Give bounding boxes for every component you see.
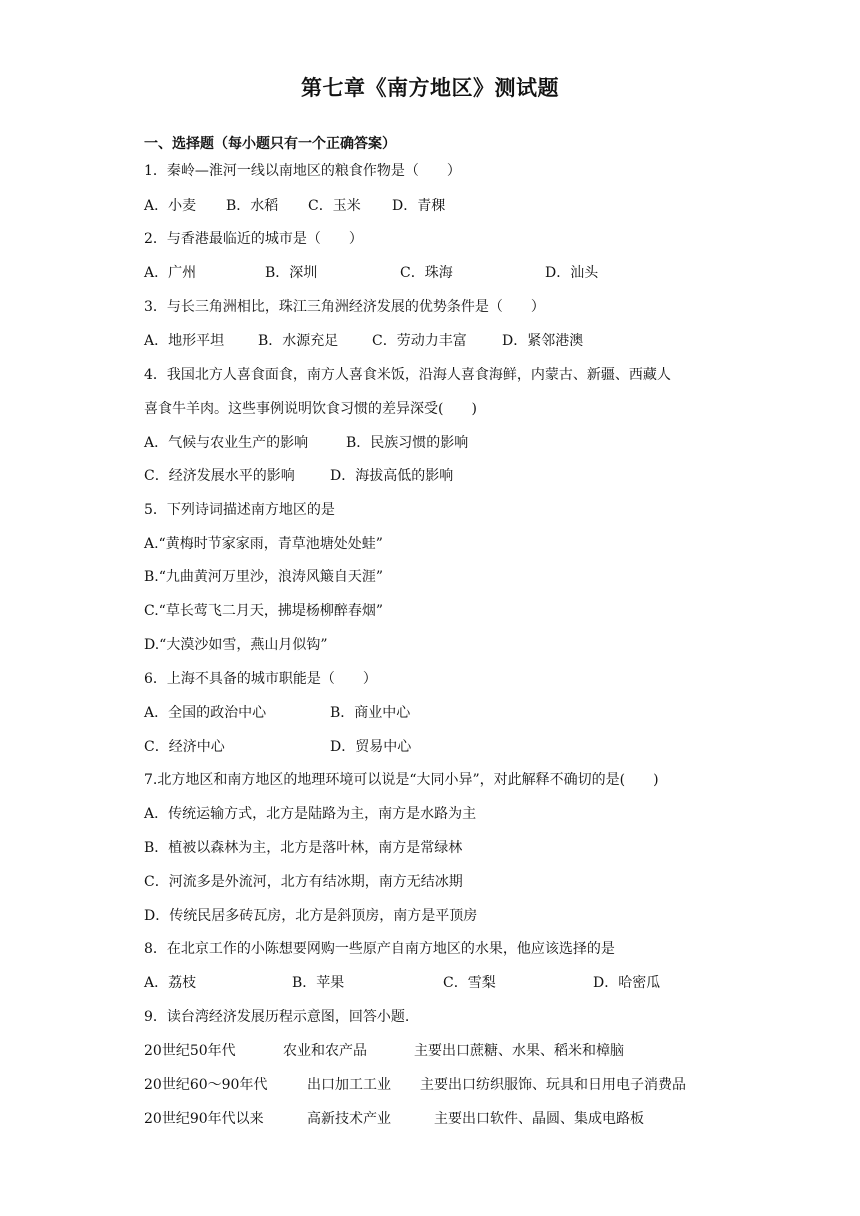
option-a: A．荔枝 <box>144 975 197 991</box>
option-c: C．经济中心 <box>144 739 225 755</box>
question-1-stem: 1．秦岭—淮河一线以南地区的粮食作物是（ ） <box>144 163 461 179</box>
option-c: C．经济发展水平的影响 <box>144 468 295 484</box>
question-7-option-b: B．植被以森林为主，北方是落叶林，南方是常绿林 <box>144 840 463 856</box>
option-a: A．地形平坦 <box>144 333 225 349</box>
option-b: B．深圳 <box>265 265 318 281</box>
timeline-exports: 主要出口软件、晶圆、集成电路板 <box>434 1111 644 1127</box>
timeline-exports: 主要出口蔗糖、水果、稻米和樟脑 <box>414 1043 624 1059</box>
question-5-option-c: C.“草长莺飞二月天，拂堤杨柳醉春烟” <box>144 603 383 619</box>
option-c: C．雪梨 <box>443 975 496 991</box>
question-9-stem: 9．读台湾经济发展历程示意图，回答小题. <box>144 1009 410 1025</box>
question-7-option-d: D．传统民居多砖瓦房，北方是斜顶房，南方是平顶房 <box>144 908 478 924</box>
option-a: A．广州 <box>144 265 197 281</box>
option-d: D．哈密瓜 <box>593 975 661 991</box>
option-b: B．商业中心 <box>330 705 411 721</box>
option-b: B．水源充足 <box>258 333 339 349</box>
option-a: A．气候与农业生产的影响 <box>144 435 309 451</box>
timeline-industry: 农业和农产品 <box>283 1043 367 1059</box>
option-d: D．紧邻港澳 <box>502 333 584 349</box>
option-c: C．劳动力丰富 <box>372 333 467 349</box>
option-d: D．青稞 <box>392 198 446 214</box>
question-7-stem: 7.北方地区和南方地区的地理环境可以说是“大同小异”，对此解释不确切的是( ) <box>144 772 659 788</box>
timeline-industry: 高新技术产业 <box>307 1111 391 1127</box>
option-a: A．全国的政治中心 <box>144 705 267 721</box>
option-b: B．苹果 <box>292 975 345 991</box>
timeline-period: 20世纪90年代以来 <box>144 1111 264 1127</box>
option-d: D．贸易中心 <box>330 739 412 755</box>
question-5-option-a: A.“黄梅时节家家雨，青草池塘处处蛙” <box>144 536 383 552</box>
option-c: C．玉米 <box>308 198 361 214</box>
option-d: D．海拔高低的影响 <box>330 468 454 484</box>
timeline-period: 20世纪60～90年代 <box>144 1077 268 1093</box>
timeline-industry: 出口加工工业 <box>307 1077 391 1093</box>
page-title: 第七章《南方地区》测试题 <box>301 75 559 100</box>
question-5-option-d: D.“大漠沙如雪，燕山月似钩” <box>144 637 328 653</box>
question-6-stem: 6．上海不具备的城市职能是（ ） <box>144 671 377 687</box>
question-2-stem: 2．与香港最临近的城市是（ ） <box>144 231 363 247</box>
question-5-stem: 5．下列诗词描述南方地区的是 <box>144 502 335 518</box>
section-heading: 一、选择题（每小题只有一个正确答案） <box>144 136 396 152</box>
option-d: D．汕头 <box>545 265 599 281</box>
option-a: A．小麦 <box>144 198 197 214</box>
option-b: B．水稻 <box>226 198 279 214</box>
question-7-option-c: C．河流多是外流河，北方有结冰期，南方无结冰期 <box>144 874 463 890</box>
question-7-option-a: A．传统运输方式，北方是陆路为主，南方是水路为主 <box>144 806 477 822</box>
timeline-period: 20世纪50年代 <box>144 1043 236 1059</box>
question-5-option-b: B.“九曲黄河万里沙，浪涛风簸自天涯” <box>144 569 384 585</box>
question-4-stem-line2: 喜食牛羊肉。这些事例说明饮食习惯的差异深受( ) <box>144 401 477 417</box>
option-b: B．民族习惯的影响 <box>346 435 469 451</box>
question-8-stem: 8．在北京工作的小陈想要网购一些原产自南方地区的水果，他应该选择的是 <box>144 941 615 957</box>
timeline-exports: 主要出口纺织服饰、玩具和日用电子消费品 <box>420 1077 686 1093</box>
question-3-stem: 3．与长三角洲相比，珠江三角洲经济发展的优势条件是（ ） <box>144 299 545 315</box>
option-c: C．珠海 <box>400 265 453 281</box>
question-4-stem-line1: 4．我国北方人喜食面食，南方人喜食米饭，沿海人喜食海鲜，内蒙古、新疆、西藏人 <box>144 367 671 383</box>
